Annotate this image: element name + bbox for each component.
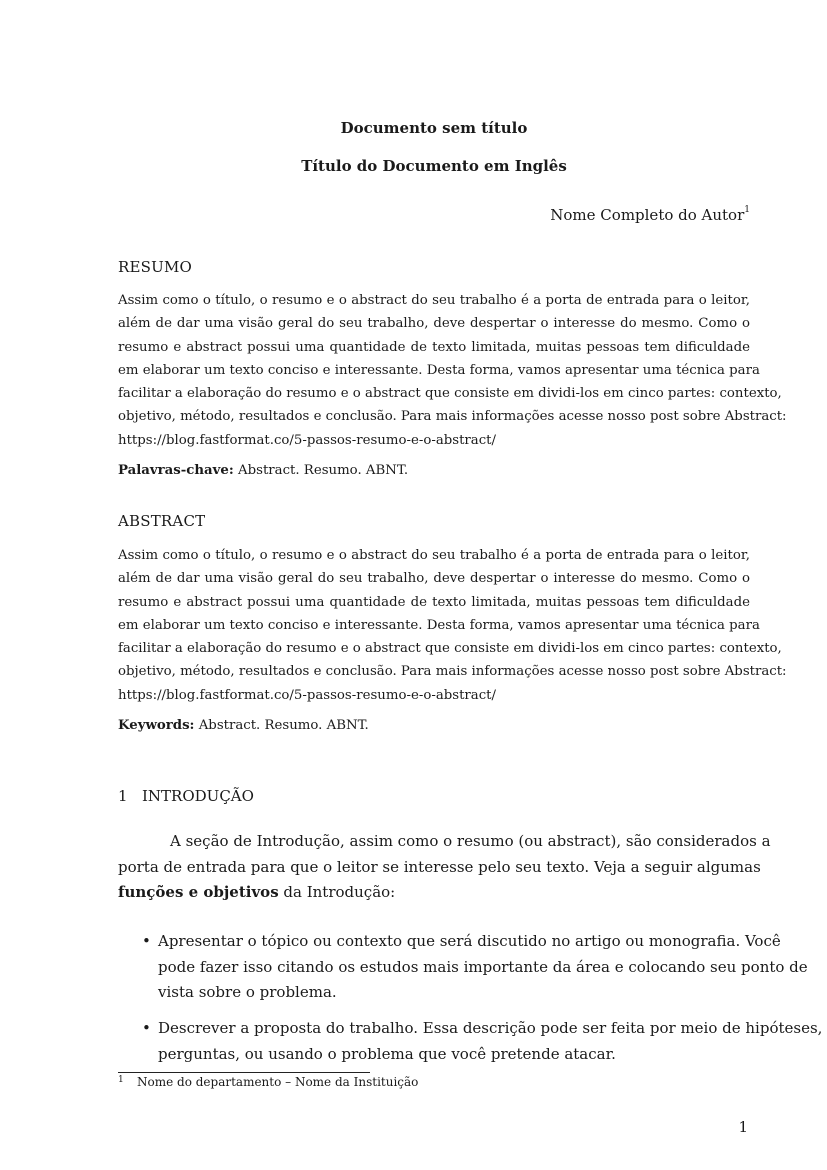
author-name <box>550 206 750 224</box>
footnote <box>118 1075 418 1089</box>
abstract-line: facilitar a elaboração do resumo e o abstract que consiste em dividi-los em cinco partes: contexto, <box>118 641 782 657</box>
bold-phrase: funções e objetivos <box>118 883 279 901</box>
footnote-number: 1 <box>118 1075 124 1085</box>
abstract-link: https://blog.fastformat.co/5-passos-resumo-e-o-abstract/ <box>118 687 496 703</box>
bullet-line: perguntas, ou usando o problema que você pretende atacar. <box>158 1044 616 1063</box>
abstract-line: objetivo, método, resultados e conclusão. Para mais informações acesse nosso post sobre Abstract: <box>118 664 787 680</box>
resumo-text <box>118 289 787 452</box>
bullet-marker: • <box>142 1019 151 1037</box>
abstract-keywords-value: Abstract. Resumo. ABNT. <box>198 718 369 733</box>
bullet-item <box>158 929 808 1006</box>
paragraph-tail: da Introdução: <box>278 883 396 901</box>
bullet-line: Apresentar o tópico ou contexto que será discutido no artigo ou monografia. Você <box>158 932 781 950</box>
author-text: Nome Completo do Autor <box>550 206 745 224</box>
resumo-link: https://blog.fastformat.co/5-passos-resumo-e-o-abstract/ <box>118 432 496 448</box>
bullet-line: Descrever a proposta do trabalho. Essa descrição pode ser feita por meio de hipóteses, <box>158 1019 823 1037</box>
footnote-divider <box>118 1072 370 1073</box>
paragraph-line: A seção de Introdução, assim como o resumo (ou abstract), são considerados a <box>170 832 771 850</box>
abstract-line: em elaborar um texto conciso e interessante. Desta forma, vamos apresentar uma técnica para <box>118 617 760 633</box>
resumo-line: Assim como o título, o resumo e o abstract do seu trabalho é a porta de entrada para o leitor, <box>118 293 750 308</box>
document-title: Documento sem título <box>340 119 528 137</box>
resumo-line: objetivo, método, resultados e conclusão. Para mais informações acesse nosso post sobre Abstract: <box>118 409 787 425</box>
resumo-line: facilitar a elaboração do resumo e o abstract que consiste em dividi-los em cinco partes: contexto, <box>118 386 782 402</box>
abstract-line: resumo e abstract possui uma quantidade de texto limitada, muitas pessoas tem dificuldade <box>118 594 750 610</box>
introducao-paragraph <box>118 829 771 906</box>
resumo-keywords-label: Palavras-chave: <box>118 463 234 478</box>
resumo-line: resumo e abstract possui uma quantidade de texto limitada, muitas pessoas tem dificuldade <box>118 339 750 355</box>
resumo-keywords-value: Abstract. Resumo. ABNT. <box>238 463 409 478</box>
resumo-keywords <box>118 463 408 478</box>
abstract-text <box>118 544 787 707</box>
section-number: 1 <box>118 787 128 805</box>
introducao-heading <box>118 787 254 805</box>
document-subtitle: Título do Documento em Inglês <box>301 157 567 175</box>
footnote-text: Nome do departamento – Nome da Instituição <box>137 1075 419 1089</box>
paragraph-line <box>118 880 750 906</box>
abstract-heading: ABSTRACT <box>118 512 206 530</box>
abstract-keywords <box>118 718 369 733</box>
page-number: 1 <box>738 1118 748 1136</box>
bullet-marker: • <box>142 932 151 950</box>
resumo-line: além de dar uma visão geral do seu trabalho, deve despertar o interesse do mesmo. Como o <box>118 316 750 332</box>
bullet-line: vista sobre o problema. <box>158 983 337 1001</box>
resumo-heading: RESUMO <box>118 258 193 276</box>
abstract-line: Assim como o título, o resumo e o abstract do seu trabalho é a porta de entrada para o leitor, <box>118 548 750 563</box>
bullet-item <box>158 1016 823 1067</box>
section-title: INTRODUÇÃO <box>142 787 254 805</box>
bullet-line: pode fazer isso citando os estudos mais importante da área e colocando seu ponto de <box>158 957 808 976</box>
author-footnote-mark: 1 <box>744 205 750 215</box>
resumo-line: em elaborar um texto conciso e interessante. Desta forma, vamos apresentar uma técnica para <box>118 362 760 378</box>
paragraph-line: porta de entrada para que o leitor se interesse pelo seu texto. Veja a seguir algumas <box>118 857 761 876</box>
abstract-line: além de dar uma visão geral do seu trabalho, deve despertar o interesse do mesmo. Como o <box>118 571 750 587</box>
abstract-keywords-label: Keywords: <box>118 718 195 733</box>
